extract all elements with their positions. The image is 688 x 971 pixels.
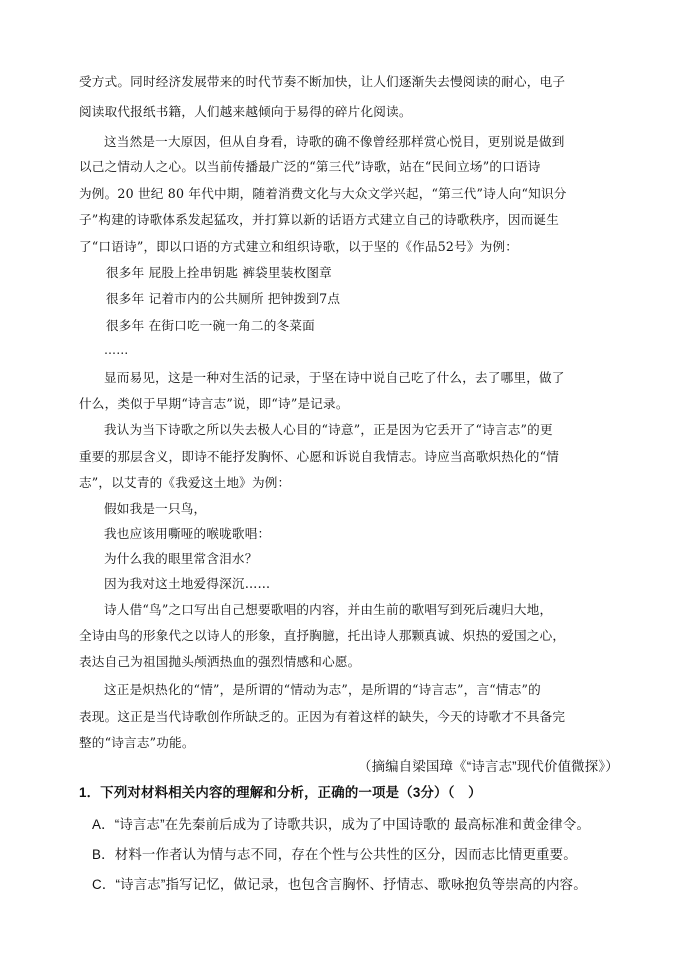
article-line: 阅读取代报纸书籍，人们越来越倾向于易得的碎片化阅读。 <box>79 104 412 119</box>
option-c: C．“诗言志”指写记忆，做记录，也包含言胸怀、抒情志、歌咏抱负等崇高的内容。 <box>92 877 587 892</box>
article-line: 志”，以艾青的《我爱这土地》为例： <box>79 475 291 490</box>
poem-line: 很多年 在街口吃一碗一角二的冬菜面 <box>106 318 315 333</box>
poem-line: 因为我对这土地爱得深沉…… <box>104 576 271 591</box>
poem-line: 我也应该用嘶哑的喉咙歌唱： <box>104 526 271 541</box>
poem-line: 很多年 记着市内的公共厕所 把钟拨到7点 <box>106 291 341 306</box>
article-line: 受方式。同时经济发展带来的时代节奏不断加快，让人们逐渐失去慢阅读的耐心，电子 <box>79 74 566 89</box>
article-line: 表现。这正是当代诗歌创作所缺乏的。正因为有着这样的缺失，今天的诗歌才不具备完 <box>79 709 566 724</box>
option-a: A．“诗言志”在先秦前后成为了诗歌共识，成为了中国诗歌的 最高标准和黄金律令。 <box>92 817 591 832</box>
article-line: 为例。20 世纪 80 年代中期，随着消费文化与大众文学兴起，“第三代”诗人向“知识分 <box>79 186 567 201</box>
article-line: 这正是炽热化的“情”，是所谓的“情动为志”，是所谓的“诗言志”，言“情志”的 <box>104 682 541 697</box>
article-line: 子”构建的诗歌体系发起猛攻，并打算以新的话语方式建立自己的诗歌秩序，因而诞生 <box>79 212 560 227</box>
article-line: 全诗由鸟的形象代之以诗人的形象，直抒胸臆，托出诗人那颗真诚、炽热的爱国之心， <box>79 628 566 643</box>
poem-ellipsis: …… <box>104 343 129 357</box>
article-line: 这当然是一大原因，但从自身看，诗歌的确不像曾经那样赏心悦目，更别说是做到 <box>104 134 565 149</box>
article-line: 诗人借“鸟”之口写出自己想要歌唱的内容，并由生前的歌唱写到死后魂归大地， <box>104 602 553 617</box>
source-citation: （摘编自梁国璋《“诗言志”现代价值微探》） <box>358 759 619 774</box>
article-line: 以己之情动人之心。以当前传播最广泛的“第三代”诗歌，站在“民间立场”的口语诗 <box>79 159 541 174</box>
article-line: 表达自己为祖国抛头颅洒热血的强烈情感和心愿。 <box>79 654 361 669</box>
poem-line: 很多年 屁股上拴串钥匙 裤袋里装枚图章 <box>106 265 332 280</box>
article-line: 重要的那层含义，即诗不能抒发胸怀、心愿和诉说自我情志。诗应当高歌炽热化的“情 <box>79 449 560 464</box>
article-line: 什么，类似于早期“诗言志”说，即“诗”是记录。 <box>79 396 349 411</box>
option-b: B．材料一作者认为情与志不同，存在个性与公共性的区分，因而志比情更重要。 <box>92 847 577 862</box>
article-line: 显而易见，这是一种对生活的记录，于坚在诗中说自己吃了什么，去了哪里，做了 <box>104 370 565 385</box>
question-title: 1．下列对材料相关内容的理解和分析，正确的一项是（3分）（ ） <box>79 785 482 800</box>
article-line: 了“口语诗”，即以口语的方式建立和组织诗歌，以于坚的《作品52号》为例： <box>79 239 519 254</box>
poem-line: 为什么我的眼里常含泪水？ <box>104 551 258 566</box>
article-line: 整的“诗言志”功能。 <box>79 735 195 750</box>
article-line: 我认为当下诗歌之所以失去极人心目的“诗意”，正是因为它丢开了“诗言志”的更 <box>104 422 553 437</box>
poem-line: 假如我是一只鸟， <box>104 501 207 516</box>
